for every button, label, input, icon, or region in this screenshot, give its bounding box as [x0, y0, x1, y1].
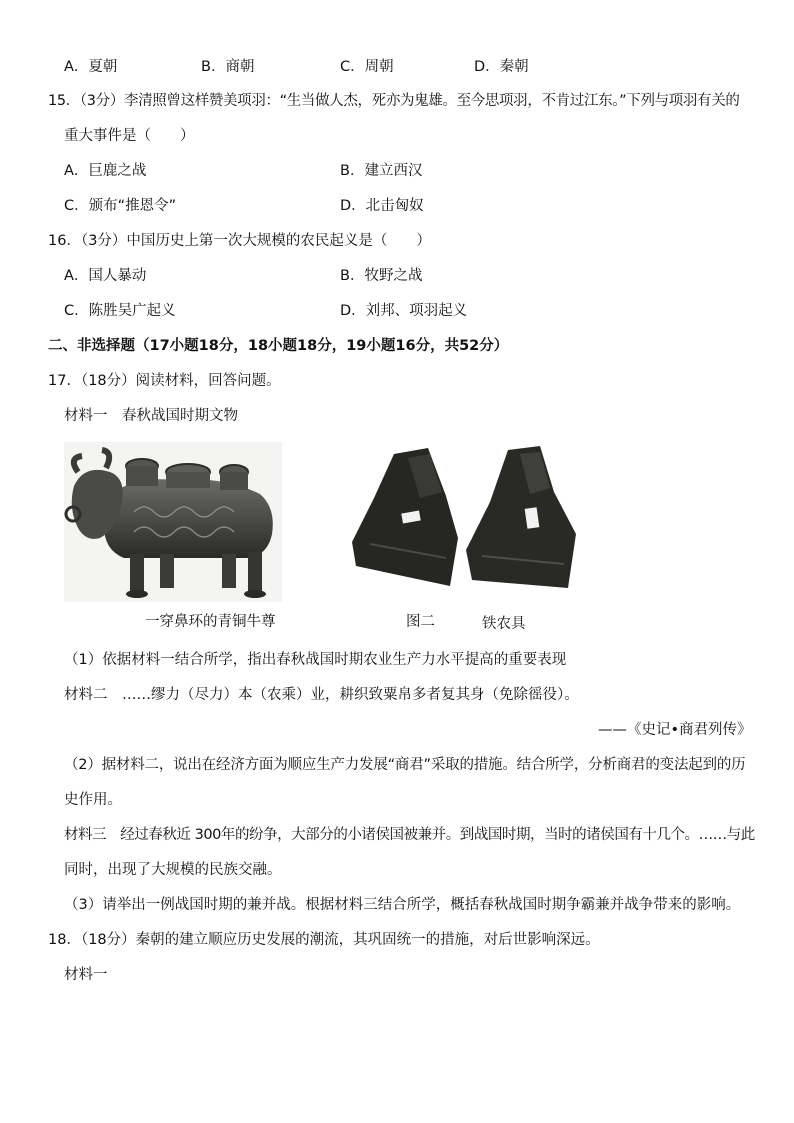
q17-sub2-line1: （2）据材料二，说出在经济方面为顺应生产力发展“商君”采取的措施。结合所学，分析商君的变法起到的历	[64, 757, 746, 773]
q16-stem: 16．（3分）中国历史上第一次大规模的农民起义是（ ）	[48, 233, 431, 249]
q17-material3-line1: 材料三 经过春秋近 300年的纷争，大部分的小诸侯国被兼并。到战国时期，当时的诸侯国有十几个。……与此	[64, 827, 755, 843]
q17-stem: 17．（18分）阅读材料，回答问题。	[48, 373, 281, 389]
caption-figure2-label: 图二	[406, 614, 435, 630]
q15-stem-line1: 15．（3分）李清照曾这样赞美项羽：“生当做人杰，死亦为鬼雄。至今思项羽，不肯过江东。”下列与项羽有关的	[48, 93, 740, 109]
q17-sub3: （3）请举出一例战国时期的兼并战。根据材料三结合所学，概括春秋战国时期争霸兼并战争带来的影响。	[64, 897, 741, 913]
q14-option-c: C．周朝	[340, 59, 394, 75]
bronze-ox-image	[64, 442, 282, 602]
q16-option-a: A．国人暴动	[64, 268, 147, 284]
q17-material2-source: ——《史记•商君列传》	[598, 722, 752, 738]
caption-iron-tools: 铁农具	[482, 616, 526, 632]
q15-option-a: A．巨鹿之战	[64, 163, 147, 179]
q18-material1-title: 材料一	[64, 967, 108, 983]
q15-stem-line2: 重大事件是（ ）	[64, 128, 195, 144]
q15-option-b: B．建立西汉	[340, 163, 423, 179]
q17-material2: 材料二 ……缪力（尽力）本（农乘）业，耕织致粟帛多者复其身（免除徭役）。	[64, 687, 579, 703]
q17-sub1: （1）依据材料一结合所学，指出春秋战国时期农业生产力水平提高的重要表现	[64, 652, 567, 668]
q14-option-b: B．商朝	[201, 59, 255, 75]
q16-option-d: D．刘邦、项羽起义	[340, 303, 468, 319]
q17-material1-title: 材料一 春秋战国时期文物	[64, 408, 238, 424]
q15-option-c: C．颁布“推恩令”	[64, 198, 177, 214]
q15-option-d: D．北击匈奴	[340, 198, 424, 214]
caption-bronze-ox: 一穿鼻环的青铜牛尊	[145, 614, 276, 630]
q14-option-a: A．夏朝	[64, 59, 118, 75]
q17-sub2-line2: 史作用。	[64, 792, 122, 808]
q16-option-c: C．陈胜吴广起义	[64, 303, 176, 319]
bronze-ox-figure	[64, 442, 282, 602]
iron-tools-figure	[350, 446, 585, 594]
q16-option-b: B．牧野之战	[340, 268, 423, 284]
q18-stem: 18．（18分）秦朝的建立顺应历史发展的潮流，其巩固统一的措施，对后世影响深远。	[48, 932, 600, 948]
iron-tools-image	[350, 446, 585, 594]
q14-option-d: D．秦朝	[474, 59, 529, 75]
section-heading: 二、非选择题（17小题18分，18小题18分，19小题16分，共52分）	[48, 338, 509, 354]
q17-material3-line2: 同时，出现了大规模的民族交融。	[64, 862, 282, 878]
